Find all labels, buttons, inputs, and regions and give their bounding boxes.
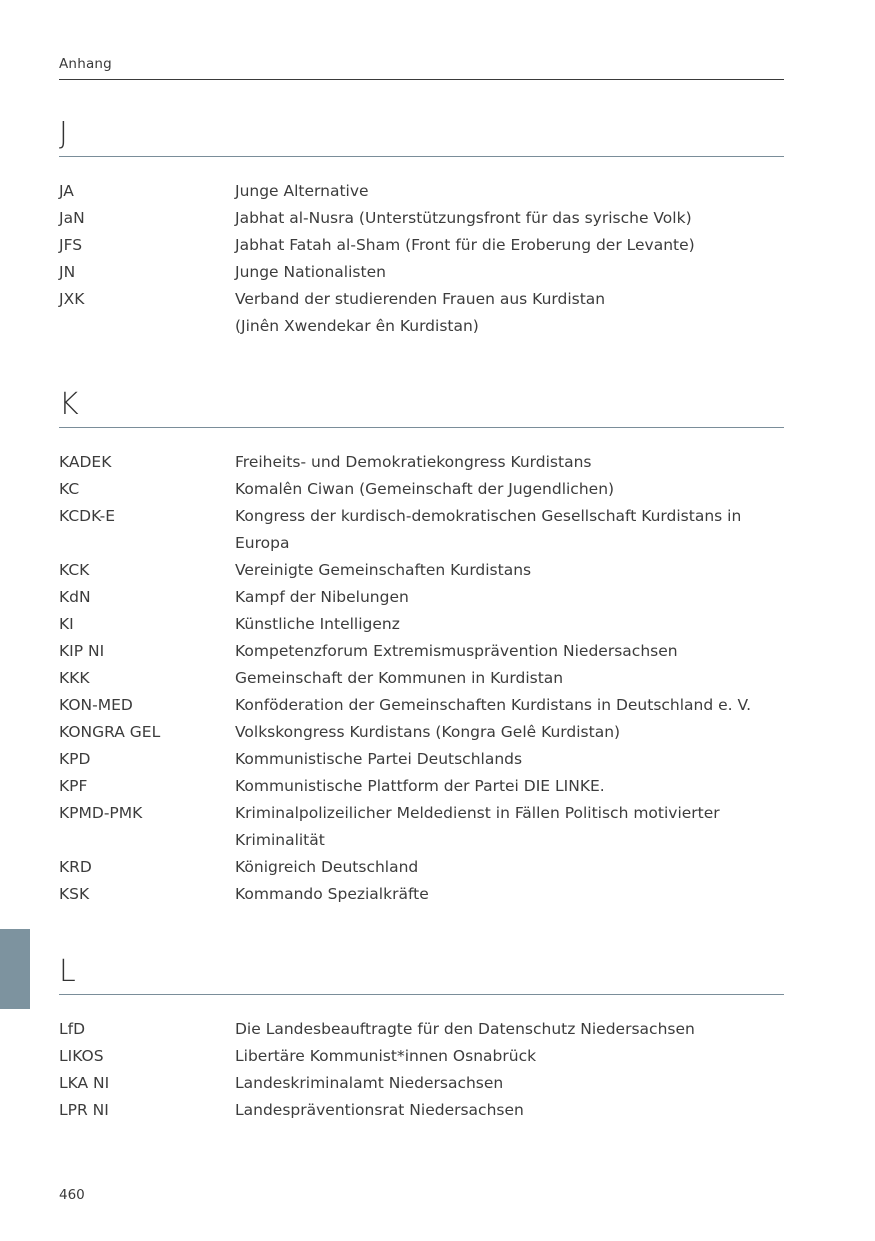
- entry-abbreviation: KSK: [59, 885, 90, 903]
- entry-abbreviation: KRD: [59, 858, 92, 876]
- entry-abbreviation: KdN: [59, 588, 91, 606]
- entry-description: Jabhat al-Nusra (Unterstützungsfront für das syrische Volk): [235, 209, 692, 227]
- glossary-entry: [59, 692, 784, 719]
- entry-abbreviation: KC: [59, 480, 80, 498]
- glossary-entry: [59, 584, 784, 611]
- section-letter: L: [59, 954, 76, 989]
- glossary-entry: [59, 1043, 784, 1070]
- entry-abbreviation: KPMD-PMK: [59, 804, 143, 822]
- section-rule: [59, 994, 784, 995]
- entry-abbreviation: KI: [59, 615, 74, 633]
- section-letter: K: [59, 387, 79, 422]
- glossary-entry: [59, 881, 784, 908]
- glossary-entry: [59, 286, 784, 340]
- section-j: [59, 116, 784, 340]
- page-number: 460: [59, 1187, 85, 1203]
- entry-abbreviation: JFS: [59, 236, 83, 254]
- section-letter: J: [59, 116, 68, 151]
- entry-abbreviation: JaN: [59, 209, 85, 227]
- entry-abbreviation: LPR NI: [59, 1101, 109, 1119]
- glossary-entry: [59, 1016, 784, 1043]
- glossary-entry: [59, 232, 784, 259]
- glossary-entry: [59, 557, 784, 584]
- entry-abbreviation: JXK: [59, 290, 85, 308]
- entry-description: Jabhat Fatah al-Sham (Front für die Eroberung der Levante): [235, 236, 695, 254]
- entry-abbreviation: KON-MED: [59, 696, 133, 714]
- entry-abbreviation: KADEK: [59, 453, 112, 471]
- glossary-entry: [59, 800, 784, 854]
- entry-abbreviation: KONGRA GEL: [59, 723, 161, 741]
- glossary-entry: [59, 719, 784, 746]
- entry-abbreviation: KPD: [59, 750, 91, 768]
- entry-abbreviation: LfD: [59, 1020, 86, 1038]
- section-rule: [59, 156, 784, 157]
- entry-description: Königreich Deutschland: [235, 858, 419, 876]
- running-header: Anhang: [59, 56, 112, 72]
- entry-description: Gemeinschaft der Kommunen in Kurdistan: [235, 669, 564, 687]
- entry-description: Vereinigte Gemeinschaften Kurdistans: [235, 561, 532, 579]
- glossary-entry: [59, 205, 784, 232]
- glossary-entry: [59, 611, 784, 638]
- glossary-entry: [59, 854, 784, 881]
- entry-list: [59, 449, 784, 908]
- entry-description: Kompetenzforum Extremismusprävention Niedersachsen: [235, 642, 678, 660]
- entry-description: Junge Nationalisten: [235, 263, 386, 281]
- entry-description: Junge Alternative: [235, 182, 369, 200]
- entry-description: Kampf der Nibelungen: [235, 588, 409, 606]
- glossary-entry: [59, 638, 784, 665]
- glossary-entry: [59, 503, 784, 557]
- entry-abbreviation: LIKOS: [59, 1047, 104, 1065]
- entry-description: Landespräventionsrat Niedersachsen: [235, 1101, 524, 1119]
- glossary-entry: [59, 259, 784, 286]
- entry-abbreviation: KKK: [59, 669, 90, 687]
- section-l: [59, 954, 784, 1124]
- entry-description: Komalên Ciwan (Gemeinschaft der Jugendlichen): [235, 480, 615, 498]
- glossary-entry: [59, 746, 784, 773]
- entry-description: Libertäre Kommunist*innen Osnabrück: [235, 1047, 537, 1065]
- entry-description: Konföderation der Gemeinschaften Kurdistans in Deutschland e. V.: [235, 696, 752, 714]
- glossary-entry: [59, 1097, 784, 1124]
- glossary-entry: [59, 773, 784, 800]
- entry-abbreviation: KIP NI: [59, 642, 105, 660]
- entry-description: Freiheits- und Demokratiekongress Kurdistans: [235, 453, 592, 471]
- entry-description: Landeskriminalamt Niedersachsen: [235, 1074, 504, 1092]
- section-k: [59, 387, 784, 908]
- entry-description: Kommunistische Plattform der Partei DIE LINKE.: [235, 777, 605, 795]
- entry-abbreviation: JA: [59, 182, 74, 200]
- entry-description: Kommando Spezialkräfte: [235, 885, 429, 903]
- entry-abbreviation: KCK: [59, 561, 90, 579]
- glossary-entry: [59, 1070, 784, 1097]
- entry-abbreviation: KCDK-E: [59, 507, 115, 525]
- entry-description: Künstliche Intelligenz: [235, 615, 400, 633]
- glossary-entry: [59, 178, 784, 205]
- section-rule: [59, 427, 784, 428]
- chapter-tab-marker: [0, 929, 30, 1009]
- entry-description: Kommunistische Partei Deutschlands: [235, 750, 523, 768]
- entry-description: Kongress der kurdisch-demokratischen Gesellschaft Kurdistans in Europa: [235, 507, 742, 552]
- entry-abbreviation: LKA NI: [59, 1074, 110, 1092]
- entry-list: [59, 178, 784, 340]
- entry-description: Die Landesbeauftragte für den Datenschutz Niedersachsen: [235, 1020, 695, 1038]
- glossary-entry: [59, 476, 784, 503]
- entry-description: Verband der studierenden Frauen aus Kurdistan (Jinên Xwendekar ên Kurdistan): [235, 290, 606, 335]
- entry-description: Kriminalpolizeilicher Meldedienst in Fällen Politisch motivierter Kriminalität: [235, 804, 720, 849]
- glossary-entry: [59, 665, 784, 692]
- entry-abbreviation: KPF: [59, 777, 88, 795]
- header-rule: [59, 79, 784, 80]
- glossary-entry: [59, 449, 784, 476]
- entry-abbreviation: JN: [59, 263, 76, 281]
- entry-description: Volkskongress Kurdistans (Kongra Gelê Kurdistan): [235, 723, 621, 741]
- entry-list: [59, 1016, 784, 1124]
